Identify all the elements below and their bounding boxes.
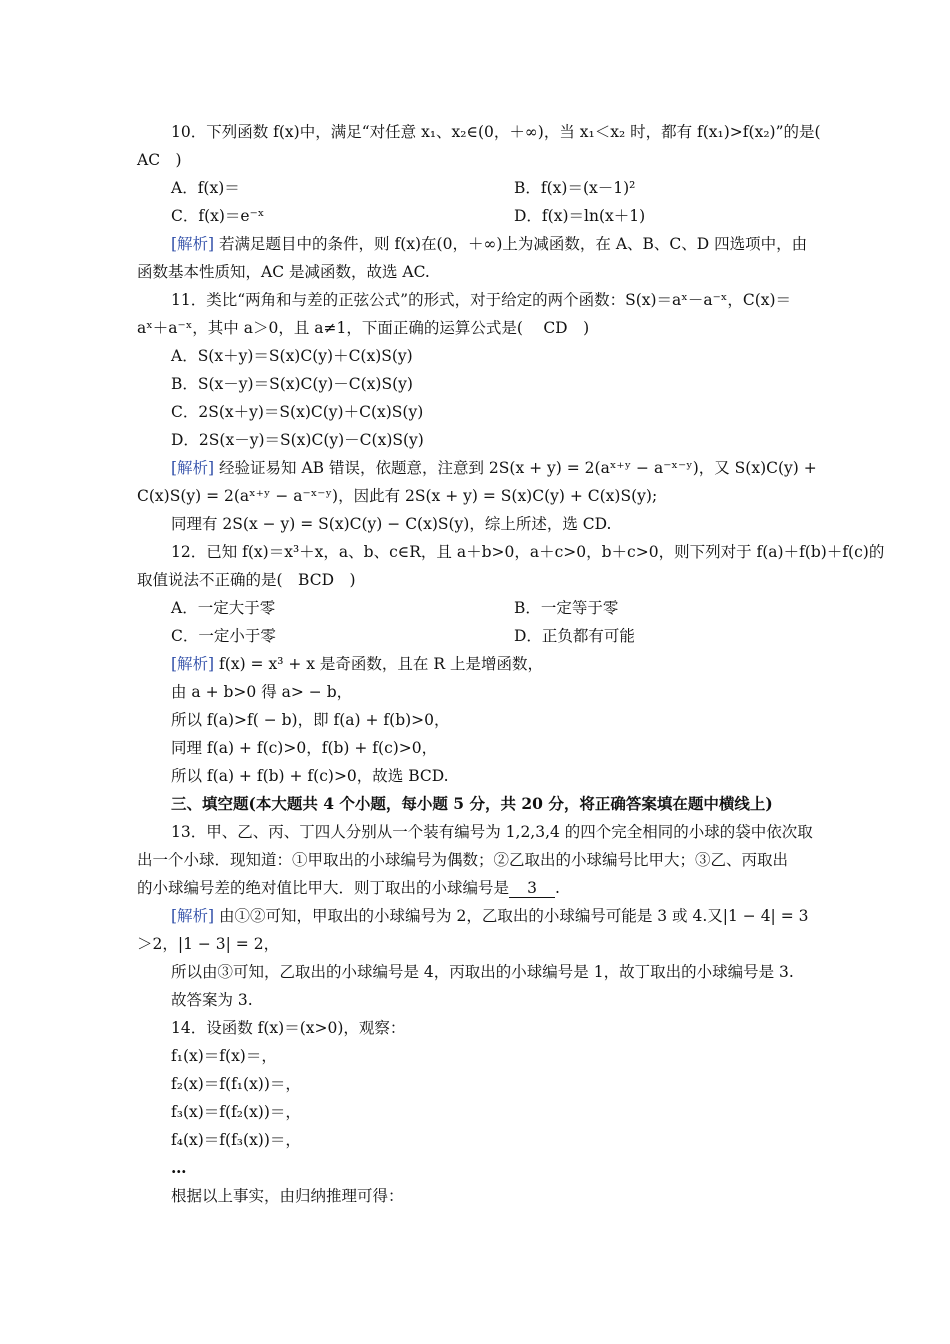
q12-stem-line2: 取值说法不正确的是( BCD ) [137, 571, 356, 589]
q11-option-d: D．2S(x－y)＝S(x)C(y)－C(x)S(y) [171, 431, 424, 449]
q14-stem-line1: 14．设函数 f(x)＝(x>0)，观察： [171, 1019, 406, 1037]
q12-analysis-line2: 由 a + b>0 得 a> − b， [171, 683, 353, 701]
q13-stem-line2: 出一个小球．现知道：①甲取出的小球编号为偶数；②乙取出的小球编号比甲大；③乙、丙取出 [137, 851, 789, 869]
q10-stem-line1: 10．下列函数 f(x)中，满足“对任意 x₁、x₂∈(0，＋∞)，当 x₁＜x₂ 时，都有 f(x₁)>f(x₂)”的是( [171, 123, 821, 141]
q11-analysis-line1 [171, 456, 817, 480]
q12-option-b: B．一定等于零 [514, 599, 619, 617]
q10-analysis-line1 [171, 232, 807, 256]
analysis-tag: [解析] [171, 655, 215, 673]
q11-analysis-line3: 同理有 2S(x − y) = S(x)C(y) − C(x)S(y)，综上所述，选 CD. [171, 515, 612, 533]
q14-f4: f₄(x)＝f(f₃(x))＝， [171, 1131, 301, 1149]
q10-option-d: D．f(x)＝ln(x＋1) [514, 207, 646, 225]
q13-analysis-line2: ＞2，|1 − 3| = 2， [137, 935, 280, 953]
q12-option-d: D．正负都有可能 [514, 627, 635, 645]
q12-stem-line1: 12．已知 f(x)＝x³＋x，a、b、c∈R，且 a＋b>0，a＋c>0，b＋c>0，则下列对于 f(a)＋f(b)＋f(c)的 [171, 543, 885, 561]
q13-analysis-line1 [171, 904, 808, 928]
q13-stem-end: . [555, 879, 560, 897]
q12-analysis-line4: 同理 f(a) + f(c)>0，f(b) + f(c)>0， [171, 739, 438, 757]
q11-option-a: A．S(x＋y)＝S(x)C(y)＋C(x)S(y) [171, 347, 413, 365]
q11-stem-line2: aˣ＋a⁻ˣ，其中 a＞0，且 a≠1，下面正确的运算公式是( CD ) [137, 319, 590, 337]
q13-stem-text: 的小球编号差的绝对值比甲大．则丁取出的小球编号是 [137, 879, 510, 897]
q12-analysis-line5: 所以 f(a) + f(b) + f(c)>0，故选 BCD. [171, 767, 449, 785]
q13-analysis-line4: 故答案为 3. [171, 991, 253, 1009]
q12-options-row2 [171, 624, 817, 648]
q14-ellipsis: … [171, 1158, 187, 1177]
analysis-tag: [解析] [171, 235, 215, 253]
q11-option-c: C．2S(x＋y)＝S(x)C(y)＋C(x)S(y) [171, 403, 424, 421]
q10-stem-line2: AC ) [137, 151, 182, 169]
q12-options-row1 [171, 596, 817, 620]
q14-conclusion: 根据以上事实，由归纳推理可得： [171, 1187, 404, 1205]
q10-analysis-line2: 函数基本性质知，AC 是减函数，故选 AC. [137, 263, 430, 281]
q10-options-row1 [171, 176, 817, 200]
q12-analysis-line3: 所以 f(a)>f( − b)，即 f(a) + f(b)>0， [171, 711, 450, 729]
q10-option-a: A．f(x)＝ [171, 179, 240, 197]
q12-analysis-line1 [171, 652, 543, 676]
q11-analysis-line2: C(x)S(y) = 2(aˣ⁺ʸ − a⁻ˣ⁻ʸ)，因此有 2S(x + y) = S(x)C(y) + C(x)S(y); [137, 487, 658, 505]
q13-answer-blank: 3 [509, 879, 555, 898]
q11-option-b: B．S(x－y)＝S(x)C(y)－C(x)S(y) [171, 375, 413, 393]
q14-f1: f₁(x)＝f(x)＝， [171, 1047, 277, 1065]
q14-f2: f₂(x)＝f(f₁(x))＝， [171, 1075, 301, 1093]
q11-stem-line1: 11．类比“两角和与差的正弦公式”的形式，对于给定的两个函数：S(x)＝aˣ－a⁻ˣ，C(x)＝ [171, 291, 792, 309]
q13-analysis-text: 由①②可知，甲取出的小球编号为 2，乙取出的小球编号可能是 3 或 4.又|1 − 4| = 3 [219, 907, 809, 925]
q10-analysis-text: 若满足题目中的条件，则 f(x)在(0，＋∞)上为减函数，在 A、B、C、D 四选项中，由 [219, 235, 808, 253]
q12-option-c: C．一定小于零 [171, 627, 276, 645]
q13-stem-line3 [137, 876, 560, 900]
q10-option-b: B．f(x)＝(x－1)² [514, 179, 636, 197]
q13-stem-line1: 13．甲、乙、丙、丁四人分别从一个装有编号为 1,2,3,4 的四个完全相同的小球的袋中依次取 [171, 823, 813, 841]
analysis-tag: [解析] [171, 907, 215, 925]
q13-analysis-line3: 所以由③可知，乙取出的小球编号是 4，丙取出的小球编号是 1，故丁取出的小球编号是 3. [171, 963, 794, 981]
q12-analysis-text: f(x) = x³ + x 是奇函数，且在 R 上是增函数， [219, 655, 543, 673]
q14-f3: f₃(x)＝f(f₂(x))＝， [171, 1103, 301, 1121]
q10-option-c: C．f(x)＝e⁻ˣ [171, 207, 265, 225]
q12-option-a: A．一定大于零 [171, 599, 276, 617]
section-heading: 三、填空题(本大题共 4 个小题，每小题 5 分，共 20 分，将正确答案填在题中横线上) [171, 794, 773, 813]
q10-options-row2 [171, 204, 817, 228]
analysis-tag: [解析] [171, 459, 215, 477]
q11-analysis-text: 经验证易知 AB 错误，依题意，注意到 2S(x + y) = 2(aˣ⁺ʸ − a⁻ˣ⁻ʸ)，又 S(x)C(y) + [219, 459, 817, 477]
